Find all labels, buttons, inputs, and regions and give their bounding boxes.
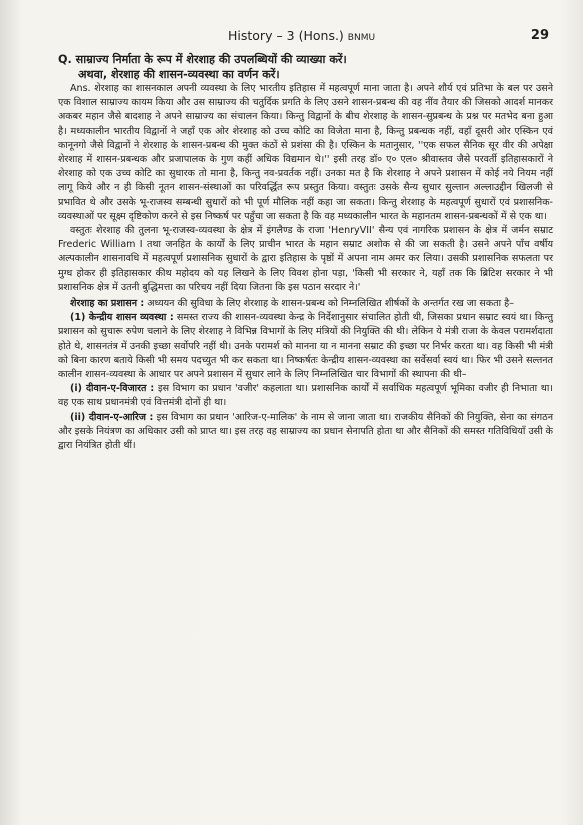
diwan-e-wizarat-text: इस विभाग का प्रधान 'वजीर' कहलाता था। प्रशासनिक कार्यों में सर्वाधिक महत्वपूर्ण भूमिका वजीर ही निभाता था। वह एक साथ प्रधानमंत्री एवं वित्तमंत्री दोनों ही था। xyxy=(58,383,553,409)
diwan-e-arz-paragraph xyxy=(58,411,553,454)
central-administration-paragraph xyxy=(58,311,553,382)
administration-intro-text: अध्ययन की सुविधा के लिए शेरशाह के शासन-प्रबन्ध को निम्नलिखित शीर्षकों के अन्तर्गत रख जा सकता है– xyxy=(144,298,514,310)
question-line-2: अथवा, शेरशाह की शासन-व्यवस्था का वर्णन करें। xyxy=(78,68,280,81)
section-heading-central: (1) केन्द्रीय शासन व्यवस्था : xyxy=(70,312,174,324)
section-heading-wizarat: (i) दीवान-ए-विजारत : xyxy=(70,383,155,395)
page-number: 29 xyxy=(530,27,549,43)
answer-paragraph-2: वस्तुतः शेरशाह की तुलना भू-राजस्व-व्यवस्था के क्षेत्र में इंगलैण्ड के राजा 'HenryVII' सैन्य एवं नागरिक प्रशासन के क्षेत्र में जर्मन सम्राट Frederic William I तथा जनहित के कार्यों के लिए प्राचीन भारत के महान सम्राट अशोक से की जा सकती है। उसने अपने पाँच वर्षीय अल्पकालीन शासनावधि में महत्वपूर्ण प्रशासनिक सुधारों के द्वारा इतिहास के पृष्ठों में अपना नाम अमर कर लिया। उसकी प्रशासनिक सफलता पर मुग्ध होकर ही इतिहासकार कीथ महोदय को यह लिखने के लिए विवश होना पड़ा, 'किसी भी सरकार ने, यहाँ तक कि ब्रिटिश सरकार ने भी प्रशासनिक क्षेत्र में उतनी बुद्धिमत्ता का परिचय नहीं दिया जितना कि इस पठान सरदार ने।' xyxy=(58,225,553,293)
question-line-1: Q. साम्राज्य निर्माता के रूप में शेरशाह की उपलब्धियों की व्याख्या करें। xyxy=(58,53,347,66)
central-administration-text: समस्त राज्य की शासन-व्यवस्था केन्द्र के निर्देशानुसार संचालित होती थी, जिसका प्रधान सम्राट स्वयं था। किन्तु प्रशासन को सुचारू रुपेण चलाने के लिए शेरशाह ने विभिन्न विभागों के लिए मंत्रियों की नियुक्ति की थी। लेकिन ये मंत्री राजा के केवल परामर्शदाता होते थे, शासनतंत्र में उनकी इच्छा सर्वोपरि नहीं थी। उनके परामर्श को मानना या न मानना सम्राट की इच्छा पर निर्भर करता था। वह किसी भी मंत्री को बिना कारण बताये किसी भी समय पदच्युत भी कर सकता था। निष्कर्षतः केन्द्रीय शासन-व्यवस्था का सर्वेसर्वा स्वयं था। फिर भी उसने सल्तनत कालीन शासन-व्यवस्था के आधार पर अपने प्रशासन में सुधार लाने के लिए निम्नलिखित चार विभागों की स्थापना की थी– xyxy=(58,312,554,381)
answer-paragraph-1: Ans. शेरशाह का शासनकाल अपनी व्यवस्था के लिए भारतीय इतिहास में महत्वपूर्ण माना जाता है। अपने शौर्य एवं प्रतिभा के बल पर उसने एक विशाल साम्राज्य कायम किया और उस साम्राज्य की चतुर्दिक प्रगति के लिए उसने शासन-प्रबन्ध की वह नींव तैयार की जिसको आदर्श मानकर अकबर महान जैसे बादशाह ने अपने साम्राज्य का संचालन किया। किन्तु विद्वानों के बीच शेरशाह के शासन-सुप्रबन्ध के प्रश्न पर मतभेद बना हुआ है। मध्यकालीन भारतीय विद्वानों ने जहाँ एक ओर शेरशाह को उच्च कोटि का विजेता माना है, किन्तु प्रबन्धक नहीं, वहाँ दूसरी ओर एस्किन एवं कानूनगो जैसे विद्वानों ने शेरशाह के शासन-प्रबन्ध की मुक्त कंठों से प्रशंसा की है। एस्किन के मतानुसार, ''एक सफल सैनिक सूर वीर की अपेक्षा शेरशाह में शासन-प्रबन्धक और प्रजापालक के गुण कहीं अधिक विद्यमान थे।'' इसी तरह डॉ० ए० एल० श्रीवास्तव जैसे परवर्ती इतिहासकारों ने शेरशाह को एक उच्च कोटि का सुधारक तो माना है, किन्तु नव-प्रवर्तक नहीं। उनका मत है कि शेरशाह ने अपने प्रशासन में कोई नये नियम नहीं लागू किये और न ही किसी नूतन शासन-संस्थाओं का परिवर्द्धित रूप प्रस्तुत किया। वस्तुतः उसके सैन्य सुधार सुल्तान अल्लाउद्दीन खिलजी से प्रभावित थे और उसके भू-राजस्व सम्बन्धी सुधारों को भी पूर्ण मौलिक नहीं कहा जा सकता। किन्तु शेरशाह के महत्वपूर्ण सुधारों एवं प्रशासनिक-व्यवस्थाओं पर सूक्ष्म दृष्टिकोण करने से इस निष्कर्ष पर पहुँचा जा सकता है कि वह मध्यकालीन भारत के महानतम शासन-प्रबन्धकों में से एक था। xyxy=(58,83,553,222)
diwan-e-wizarat-paragraph xyxy=(58,382,553,410)
administration-intro xyxy=(58,297,553,311)
section-heading-arz: (ii) दीवान-ए-आरिज : xyxy=(70,411,154,423)
diwan-e-arz-text: इस विभाग का प्रधान 'आरिज-ए-मालिक' के नाम से जाना जाता था। राजकीय सैनिकों की नियुक्ति, सेना का संगठन और इसके नियंत्रण का अधिकार उसी को प्राप्त था। इस तरह वह साम्राज्य का प्रधान सेनापति होता था और सैनिकों की समस्त गतिविधियाँ उसी के द्वारा नियंत्रित होती थीं। xyxy=(58,411,553,452)
university-name: BNMU xyxy=(347,32,376,43)
running-header xyxy=(58,22,553,48)
header-title xyxy=(228,28,375,43)
course-title: History – 3 (Hons.) xyxy=(228,27,344,43)
section-heading-administration: शेरशाह का प्रशासन : xyxy=(70,298,145,310)
